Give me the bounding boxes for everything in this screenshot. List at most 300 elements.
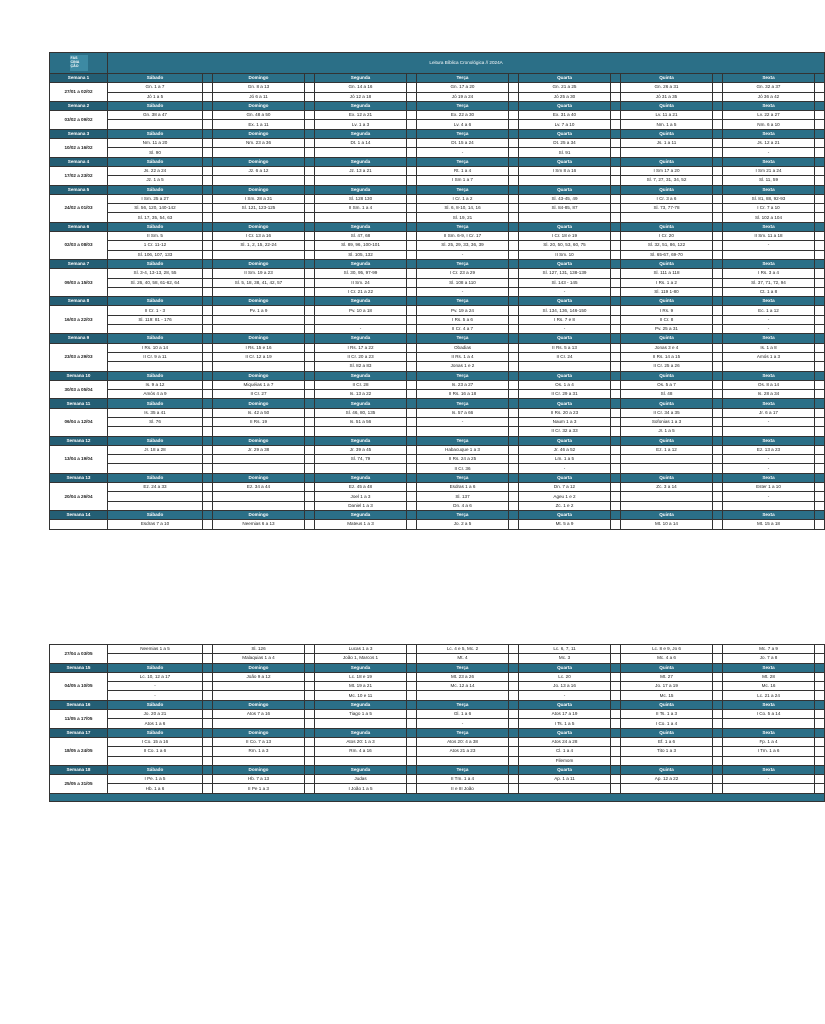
- spacer-cell: [203, 129, 213, 138]
- spacer-cell: [203, 371, 213, 380]
- reading-cell-1: Sl. 119: 81 - 176: [108, 315, 203, 324]
- day-header-1: Sábado: [108, 297, 203, 306]
- spacer-cell: [509, 222, 519, 231]
- reading-cell-5: Lv. 7 a 10: [519, 120, 611, 129]
- spacer-cell: [611, 672, 621, 681]
- spacer-cell: [713, 663, 723, 672]
- reading-cell-6: II Ts. 1 a 3: [621, 710, 713, 719]
- spacer-cell: [815, 176, 825, 185]
- spacer-cell: [713, 510, 723, 519]
- spacer-cell: [611, 728, 621, 737]
- reading-cell-3: Mt. 19 a 21: [315, 682, 407, 691]
- spacer-cell: [203, 250, 213, 259]
- spacer-cell: [305, 325, 315, 334]
- reading-cell-1: [108, 325, 203, 334]
- spacer-cell: [509, 120, 519, 129]
- reading-cell-1: Is. 9 a 12: [108, 380, 203, 389]
- reading-cell-7: Js. 12 a 21: [723, 139, 815, 148]
- spacer-cell: [611, 520, 621, 529]
- spacer-cell: [815, 278, 825, 287]
- spacer-cell: [407, 691, 417, 700]
- spacer-cell: [611, 483, 621, 492]
- reading-cell-2: Is. 42 a 50: [213, 408, 305, 417]
- spacer-cell: [203, 672, 213, 681]
- reading-cell-3: João 1, Marcos 1: [315, 654, 407, 663]
- spacer-cell: [815, 784, 825, 793]
- spacer-cell: [203, 691, 213, 700]
- reading-cell-3: Jr. 39 a 45: [315, 445, 407, 454]
- spacer-cell: [611, 101, 621, 110]
- reading-cell-1: Sl. 56, 120, 140-142: [108, 204, 203, 213]
- reading-cell-7: -: [723, 464, 815, 473]
- spacer-cell: [305, 445, 315, 454]
- spacer-cell: [203, 747, 213, 756]
- reading-row: [50, 672, 825, 681]
- spacer-cell: [203, 241, 213, 250]
- reading-row: [50, 784, 825, 793]
- spacer-cell: [713, 784, 723, 793]
- spacer-cell: [611, 83, 621, 92]
- spacer-cell: [305, 728, 315, 737]
- spacer-cell: [305, 287, 315, 296]
- spacer-cell: [611, 129, 621, 138]
- spacer-cell: [305, 719, 315, 728]
- reading-cell-1: II Sm. 5: [108, 232, 203, 241]
- day-header-1: Sábado: [108, 510, 203, 519]
- reading-cell-6: Tito 1 a 3: [621, 747, 713, 756]
- spacer-cell: [611, 691, 621, 700]
- day-header-7: Sexta: [723, 765, 815, 774]
- spacer-cell: [305, 269, 315, 278]
- reading-cell-1: I Rs. 10 a 14: [108, 343, 203, 352]
- reading-cell-2: I Cr. 13 a 16: [213, 232, 305, 241]
- reading-cell-1: [108, 756, 203, 765]
- day-header-7: Sexta: [723, 334, 815, 343]
- reading-cell-6: Sl. 7, 27, 31, 34, 52: [621, 176, 713, 185]
- spacer-cell: [305, 297, 315, 306]
- spacer-cell: [407, 520, 417, 529]
- reading-cell-2: Miquéias 1 a 7: [213, 380, 305, 389]
- spacer-cell: [611, 455, 621, 464]
- reading-cell-6: Sl. 48: [621, 390, 713, 399]
- reading-cell-2: [213, 287, 305, 296]
- reading-cell-2: Ez. 34 a 44: [213, 483, 305, 492]
- reading-cell-7: Amós 1 a 3: [723, 352, 815, 361]
- spacer-cell: [509, 756, 519, 765]
- spacer-cell: [203, 232, 213, 241]
- reading-cell-4: Sl. 6, 8-10, 14, 16: [417, 204, 509, 213]
- reading-cell-1: Sl. 106, 107, 133: [108, 250, 203, 259]
- reading-cell-1: [108, 654, 203, 663]
- spacer-cell: [305, 765, 315, 774]
- spacer-cell: [815, 185, 825, 194]
- day-header-4: Terça: [417, 334, 509, 343]
- logo-line-1: FAS: [70, 56, 78, 60]
- spacer-cell: [305, 510, 315, 519]
- reading-cell-7: -: [723, 492, 815, 501]
- spacer-cell: [713, 427, 723, 436]
- spacer-cell: [203, 83, 213, 92]
- spacer-cell: [815, 259, 825, 268]
- spacer-cell: [815, 157, 825, 166]
- spacer-cell: [509, 185, 519, 194]
- day-header-6: Quinta: [621, 259, 713, 268]
- spacer-cell: [815, 241, 825, 250]
- reading-row: [50, 455, 825, 464]
- spacer-cell: [815, 520, 825, 529]
- spacer-cell: [203, 343, 213, 352]
- reading-cell-2: II Cr. 27: [213, 390, 305, 399]
- reading-row: [50, 483, 825, 492]
- reading-cell-5: Dt. 25 a 34: [519, 139, 611, 148]
- reading-cell-4: [417, 756, 509, 765]
- spacer-cell: [407, 194, 417, 203]
- spacer-cell: [407, 737, 417, 746]
- reading-cell-6: Jo. 17 a 19: [621, 682, 713, 691]
- spacer-cell: [611, 139, 621, 148]
- spacer-cell: [815, 343, 825, 352]
- spacer-cell: [713, 445, 723, 454]
- week-dates: 30/03 a 05/04: [50, 380, 108, 399]
- spacer-cell: [509, 464, 519, 473]
- reading-row: [50, 278, 825, 287]
- spacer-cell: [815, 213, 825, 222]
- spacer-cell: [713, 92, 723, 101]
- reading-cell-4: Jo. 2 a 5: [417, 520, 509, 529]
- spacer-cell: [203, 194, 213, 203]
- reading-cell-6: Jó 31 a 35: [621, 92, 713, 101]
- reading-cell-7: Gn. 32 a 37: [723, 83, 815, 92]
- spacer-cell: [407, 185, 417, 194]
- spacer-cell: [407, 492, 417, 501]
- spacer-cell: [203, 278, 213, 287]
- reading-cell-6: [621, 455, 713, 464]
- reading-cell-7: [723, 427, 815, 436]
- spacer-cell: [407, 710, 417, 719]
- reading-cell-2: Malaquias 1 a 4: [213, 654, 305, 663]
- spacer-cell: [407, 343, 417, 352]
- reading-cell-7: [723, 362, 815, 371]
- reading-cell-1: Ez. 24 a 33: [108, 483, 203, 492]
- reading-cell-3: [315, 427, 407, 436]
- reading-cell-6: II Cr. 34 a 35: [621, 408, 713, 417]
- spacer-cell: [713, 204, 723, 213]
- reading-cell-6: Sl. 111 a 118: [621, 269, 713, 278]
- spacer-cell: [611, 120, 621, 129]
- spacer-cell: [305, 185, 315, 194]
- spacer-cell: [815, 194, 825, 203]
- reading-cell-3: -: [315, 325, 407, 334]
- day-header-4: Terça: [417, 185, 509, 194]
- spacer-cell: [203, 101, 213, 110]
- spacer-cell: [509, 737, 519, 746]
- spacer-cell: [407, 473, 417, 482]
- day-header-2: Domingo: [213, 297, 305, 306]
- spacer-cell: [407, 241, 417, 250]
- spacer-cell: [815, 492, 825, 501]
- spacer-cell: [407, 92, 417, 101]
- day-header-2: Domingo: [213, 436, 305, 445]
- reading-cell-5: Ap. 1 a 11: [519, 775, 611, 784]
- reading-cell-1: Jr. 18 a 28: [108, 445, 203, 454]
- reading-cell-3: Is. 13 a 22: [315, 390, 407, 399]
- spacer-cell: [611, 185, 621, 194]
- reading-cell-1: II Cr. 1 - 3: [108, 306, 203, 315]
- spacer-cell: [815, 250, 825, 259]
- reading-cell-2: [213, 362, 305, 371]
- spacer-cell: [713, 672, 723, 681]
- reading-cell-5: -: [519, 464, 611, 473]
- week-dates: 04/05 a 10/05: [50, 672, 108, 700]
- spacer-cell: [305, 473, 315, 482]
- spacer-cell: [305, 399, 315, 408]
- day-header-7: Sexta: [723, 700, 815, 709]
- spacer-cell: [407, 682, 417, 691]
- reading-row: [50, 747, 825, 756]
- spacer-cell: [203, 92, 213, 101]
- day-header-1: Sábado: [108, 663, 203, 672]
- reading-cell-7: -: [723, 325, 815, 334]
- day-header-1: Sábado: [108, 101, 203, 110]
- spacer-cell: [407, 427, 417, 436]
- reading-cell-3: Rm. 4 a 16: [315, 747, 407, 756]
- spacer-cell: [611, 784, 621, 793]
- reading-cell-3: Sl. 105, 132: [315, 250, 407, 259]
- day-header-4: Terça: [417, 297, 509, 306]
- reading-cell-4: Esdras 1 a 6: [417, 483, 509, 492]
- day-header-7: Sexta: [723, 436, 815, 445]
- spacer-cell: [203, 139, 213, 148]
- reading-cell-3: Sl. 128 130: [315, 194, 407, 203]
- week-label: Semana 13: [50, 473, 108, 482]
- spacer-cell: [815, 464, 825, 473]
- week-label: Semana 10: [50, 371, 108, 380]
- reading-cell-6: Js. 1 a 11: [621, 139, 713, 148]
- week-label: Semana 17: [50, 728, 108, 737]
- day-header-3: Segunda: [315, 436, 407, 445]
- week-header-row: [50, 399, 825, 408]
- reading-cell-1: I Pe. 1 a 5: [108, 775, 203, 784]
- spacer-cell: [407, 455, 417, 464]
- day-header-6: Quinta: [621, 399, 713, 408]
- spacer-cell: [509, 204, 519, 213]
- reading-cell-1: [108, 492, 203, 501]
- reading-cell-5: Mc. 3: [519, 654, 611, 663]
- spacer-cell: [203, 325, 213, 334]
- spacer-cell: [713, 259, 723, 268]
- spacer-cell: [203, 352, 213, 361]
- reading-cell-7: Ester 1 a 10: [723, 483, 815, 492]
- footer-bar: [50, 793, 825, 801]
- spacer-cell: [305, 371, 315, 380]
- day-header-1: Sábado: [108, 473, 203, 482]
- reading-cell-2: Pv. 1 a 9: [213, 306, 305, 315]
- reading-cell-1: Neemias 1 a 5: [108, 645, 203, 654]
- reading-cell-4: Mt. 23 a 26: [417, 672, 509, 681]
- spacer-cell: [713, 464, 723, 473]
- reading-cell-2: Jr. 29 a 38: [213, 445, 305, 454]
- spacer-cell: [407, 445, 417, 454]
- reading-cell-4: -: [417, 250, 509, 259]
- reading-cell-1: [108, 120, 203, 129]
- spacer-cell: [203, 334, 213, 343]
- reading-row: [50, 213, 825, 222]
- day-header-5: Quarta: [519, 297, 611, 306]
- spacer-cell: [407, 464, 417, 473]
- spacer-cell: [713, 306, 723, 315]
- week-label: Semana 1: [50, 74, 108, 83]
- week-header-row: [50, 222, 825, 231]
- reading-cell-5: [519, 176, 611, 185]
- spacer-cell: [815, 700, 825, 709]
- spacer-cell: [713, 719, 723, 728]
- spacer-cell: [713, 101, 723, 110]
- reading-cell-7: Is. 28 a 34: [723, 390, 815, 399]
- spacer-cell: [407, 157, 417, 166]
- day-header-2: Domingo: [213, 222, 305, 231]
- spacer-cell: [713, 74, 723, 83]
- spacer-cell: [713, 250, 723, 259]
- reading-cell-4: Rt. 1 a 4: [417, 166, 509, 175]
- reading-cell-6: Sofonias 1 a 3: [621, 417, 713, 426]
- spacer-cell: [509, 663, 519, 672]
- reading-cell-2: II Sm. 19 a 23: [213, 269, 305, 278]
- day-header-3: Segunda: [315, 371, 407, 380]
- day-header-6: Quinta: [621, 74, 713, 83]
- spacer-cell: [203, 157, 213, 166]
- spacer-cell: [713, 483, 723, 492]
- spacer-cell: [509, 390, 519, 399]
- reading-cell-7: I Sm 21 a 24: [723, 166, 815, 175]
- week-dates: 06/04 a 12/04: [50, 408, 108, 436]
- reading-cell-2: João 9 a 12: [213, 672, 305, 681]
- spacer-cell: [611, 362, 621, 371]
- spacer-cell: [203, 473, 213, 482]
- spacer-cell: [509, 473, 519, 482]
- reading-cell-5: Dn. 7 a 12: [519, 483, 611, 492]
- reading-cell-5: II Cr. 24: [519, 352, 611, 361]
- reading-row: [50, 250, 825, 259]
- spacer-cell: [815, 682, 825, 691]
- reading-cell-3: Sl. 74, 79: [315, 455, 407, 464]
- spacer-cell: [611, 371, 621, 380]
- spacer-cell: [509, 148, 519, 157]
- week-header-row: [50, 473, 825, 482]
- spacer-cell: [305, 306, 315, 315]
- spacer-cell: [611, 287, 621, 296]
- reading-cell-5: II Rs. 20 a 23: [519, 408, 611, 417]
- spacer-cell: [305, 250, 315, 259]
- spacer-cell: [305, 101, 315, 110]
- reading-cell-1: 1 Cr. 11-12: [108, 241, 203, 250]
- spacer-cell: [815, 756, 825, 765]
- reading-cell-2: [213, 176, 305, 185]
- reading-cell-7: Mt. 15 a 18: [723, 520, 815, 529]
- reading-cell-7: [723, 501, 815, 510]
- spacer-cell: [713, 83, 723, 92]
- spacer-cell: [203, 492, 213, 501]
- spacer-cell: [305, 436, 315, 445]
- spacer-cell: [509, 784, 519, 793]
- spacer-cell: [407, 101, 417, 110]
- reading-cell-1: Jo. 20 a 21: [108, 710, 203, 719]
- reading-row: [50, 710, 825, 719]
- reading-cell-7: Ec. 1 a 12: [723, 306, 815, 315]
- reading-cell-7: [723, 756, 815, 765]
- week-header-row: [50, 765, 825, 774]
- reading-cell-6: Lc. 8 e 9, Jo 6: [621, 645, 713, 654]
- reading-cell-7: Lc. 21 a 24: [723, 691, 815, 700]
- spacer-cell: [509, 408, 519, 417]
- reading-cell-6: Mt. 27: [621, 672, 713, 681]
- spacer-cell: [305, 408, 315, 417]
- spacer-cell: [815, 483, 825, 492]
- reading-row: [50, 362, 825, 371]
- reading-cell-6: Jonas 3 e 4: [621, 343, 713, 352]
- day-header-3: Segunda: [315, 222, 407, 231]
- reading-cell-4: Mt. 4: [417, 654, 509, 663]
- reading-cell-5: Lc. 6, 7, 11: [519, 645, 611, 654]
- spacer-cell: [713, 520, 723, 529]
- spacer-cell: [305, 213, 315, 222]
- reading-cell-4: Ex. 22 a 30: [417, 111, 509, 120]
- reading-cell-6: Ef. 1 a 6: [621, 737, 713, 746]
- spacer-cell: [815, 510, 825, 519]
- week-dates: 20/04 a 26/04: [50, 483, 108, 511]
- reading-row: [50, 445, 825, 454]
- spacer-cell: [611, 343, 621, 352]
- spacer-cell: [305, 710, 315, 719]
- spacer-cell: [713, 765, 723, 774]
- spacer-cell: [611, 111, 621, 120]
- spacer-cell: [407, 510, 417, 519]
- reading-cell-5: II Rs. 5 a 13: [519, 343, 611, 352]
- spacer-cell: [713, 728, 723, 737]
- reading-cell-1: [108, 362, 203, 371]
- day-header-7: Sexta: [723, 728, 815, 737]
- spacer-cell: [815, 232, 825, 241]
- week-dates: 23/03 a 29/03: [50, 343, 108, 371]
- reading-cell-2: [213, 427, 305, 436]
- spacer-cell: [407, 501, 417, 510]
- spacer-cell: [203, 510, 213, 519]
- spacer-cell: [815, 222, 825, 231]
- reading-cell-1: Amós 4 a 9: [108, 390, 203, 399]
- reading-cell-5: [519, 362, 611, 371]
- reading-row: [50, 352, 825, 361]
- day-header-7: Sexta: [723, 157, 815, 166]
- spacer-cell: [815, 306, 825, 315]
- reading-cell-6: I Cr. 20: [621, 232, 713, 241]
- week-header-row: [50, 728, 825, 737]
- day-header-3: Segunda: [315, 473, 407, 482]
- reading-cell-5: Sl. 127, 131, 138-139: [519, 269, 611, 278]
- spacer-cell: [305, 756, 315, 765]
- reading-cell-5: Sl. 84-85, 87: [519, 204, 611, 213]
- reading-cell-3: Mateus 1 a 3: [315, 520, 407, 529]
- day-header-2: Domingo: [213, 74, 305, 83]
- day-header-2: Domingo: [213, 129, 305, 138]
- spacer-cell: [509, 710, 519, 719]
- day-header-5: Quarta: [519, 74, 611, 83]
- spacer-cell: [305, 520, 315, 529]
- week-header-row: [50, 297, 825, 306]
- reading-cell-3: [315, 464, 407, 473]
- reading-row: [50, 380, 825, 389]
- page-2-weeks: [50, 645, 825, 794]
- reading-cell-2: [213, 682, 305, 691]
- spacer-cell: [611, 501, 621, 510]
